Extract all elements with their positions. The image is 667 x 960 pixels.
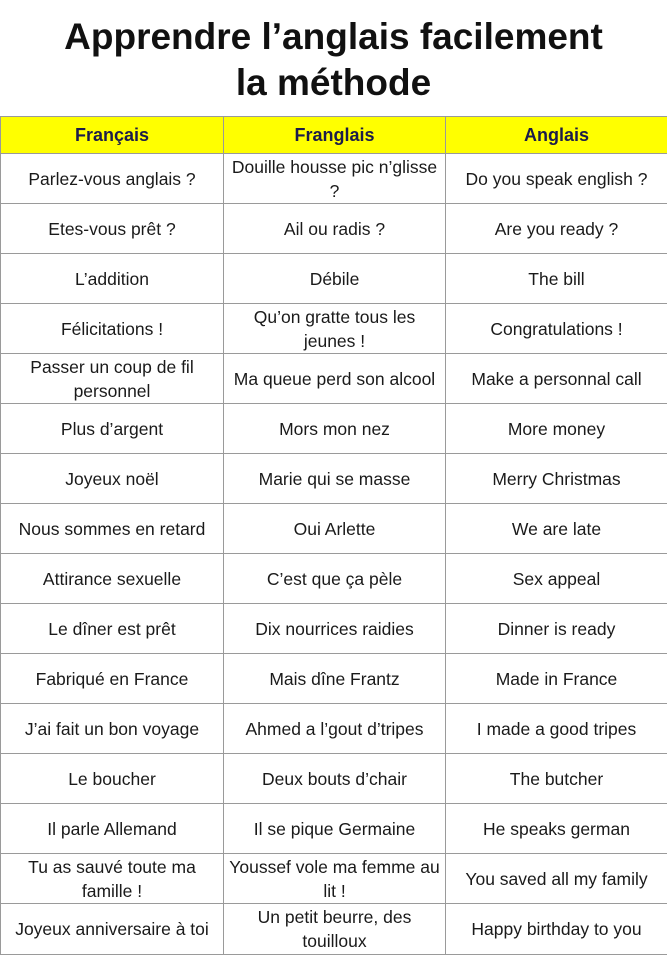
cell-franglais: Mors mon nez: [224, 404, 446, 454]
cell-anglais: We are late: [446, 504, 667, 554]
cell-anglais: I made a good tripes: [446, 704, 667, 754]
table-row: [1, 454, 667, 504]
cell-francais: Le boucher: [1, 754, 224, 804]
table-row: [1, 154, 667, 204]
cell-anglais: More money: [446, 404, 667, 454]
cell-anglais: Congratulations !: [446, 304, 667, 354]
cell-franglais: Ahmed a l’gout d’tripes: [224, 704, 446, 754]
cell-anglais: Made in France: [446, 654, 667, 704]
cell-anglais: Happy birthday to you: [446, 904, 667, 955]
cell-franglais: Un petit beurre, des touilloux: [224, 904, 446, 955]
page-title: [0, 0, 667, 116]
cell-anglais: He speaks german: [446, 804, 667, 854]
cell-franglais: Douille housse pic n’glisse ?: [224, 154, 446, 204]
cell-francais: Le dîner est prêt: [1, 604, 224, 654]
table-row: [1, 904, 667, 955]
cell-francais: Il parle Allemand: [1, 804, 224, 854]
title-line-2: la méthode: [235, 62, 432, 103]
table-row: [1, 354, 667, 404]
cell-francais: Parlez-vous anglais ?: [1, 154, 224, 204]
cell-franglais: Qu’on gratte tous les jeunes !: [224, 304, 446, 354]
cell-francais: Tu as sauvé toute ma famille !: [1, 854, 224, 904]
cell-francais: Attirance sexuelle: [1, 554, 224, 604]
cell-franglais: Deux bouts d’chair: [224, 754, 446, 804]
table-row: [1, 304, 667, 354]
table-row: [1, 404, 667, 454]
table-row: [1, 804, 667, 854]
cell-francais: Joyeux anniversaire à toi: [1, 904, 224, 955]
header-row: [1, 117, 667, 154]
cell-franglais: C’est que ça pèle: [224, 554, 446, 604]
title-line-1: Apprendre l’anglais facilement: [64, 16, 603, 57]
cell-francais: L’addition: [1, 254, 224, 304]
header-anglais: Anglais: [446, 117, 667, 154]
cell-franglais: Ail ou radis ?: [224, 204, 446, 254]
cell-franglais: Ma queue perd son alcool: [224, 354, 446, 404]
cell-anglais: The bill: [446, 254, 667, 304]
cell-anglais: Do you speak english ?: [446, 154, 667, 204]
header-francais: Français: [1, 117, 224, 154]
table-row: [1, 604, 667, 654]
cell-anglais: You saved all my family: [446, 854, 667, 904]
cell-franglais: Il se pique Germaine: [224, 804, 446, 854]
table-row: [1, 254, 667, 304]
cell-francais: Nous sommes en retard: [1, 504, 224, 554]
table-row: [1, 504, 667, 554]
cell-francais: Passer un coup de fil personnel: [1, 354, 224, 404]
cell-franglais: Dix nourrices raidies: [224, 604, 446, 654]
cell-franglais: Oui Arlette: [224, 504, 446, 554]
cell-franglais: Débile: [224, 254, 446, 304]
header-franglais: Franglais: [224, 117, 446, 154]
cell-francais: Fabriqué en France: [1, 654, 224, 704]
table-row: [1, 204, 667, 254]
table-row: [1, 754, 667, 804]
cell-francais: Joyeux noël: [1, 454, 224, 504]
cell-anglais: Are you ready ?: [446, 204, 667, 254]
cell-franglais: Mais dîne Frantz: [224, 654, 446, 704]
translation-table: [0, 116, 667, 955]
cell-francais: Etes-vous prêt ?: [1, 204, 224, 254]
cell-anglais: Sex appeal: [446, 554, 667, 604]
table-row: [1, 704, 667, 754]
table-row: [1, 554, 667, 604]
cell-francais: Félicitations !: [1, 304, 224, 354]
cell-francais: J’ai fait un bon voyage: [1, 704, 224, 754]
cell-anglais: The butcher: [446, 754, 667, 804]
cell-anglais: Make a personnal call: [446, 354, 667, 404]
cell-anglais: Dinner is ready: [446, 604, 667, 654]
table-row: [1, 654, 667, 704]
cell-franglais: Youssef vole ma femme au lit !: [224, 854, 446, 904]
cell-anglais: Merry Christmas: [446, 454, 667, 504]
cell-francais: Plus d’argent: [1, 404, 224, 454]
cell-franglais: Marie qui se masse: [224, 454, 446, 504]
table-row: [1, 854, 667, 904]
